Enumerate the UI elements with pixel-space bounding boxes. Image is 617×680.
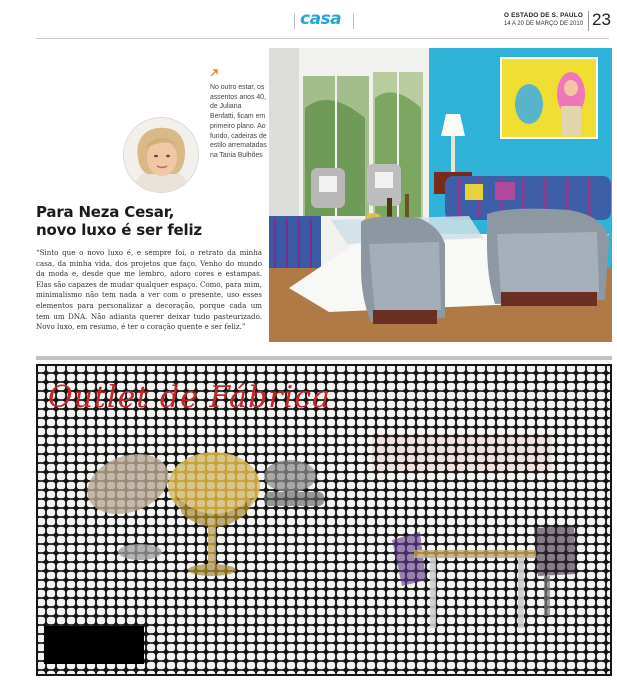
header-divider — [294, 13, 295, 29]
headline-line-2: novo luxo é ser feliz — [36, 221, 202, 239]
section-divider — [36, 356, 612, 360]
arrow-up-right-icon — [210, 68, 219, 77]
header-divider — [353, 13, 354, 29]
page-number-divider — [588, 11, 589, 31]
author-portrait — [124, 118, 198, 192]
living-room-illustration — [269, 48, 612, 342]
page-header — [0, 0, 617, 40]
newspaper-name: O ESTADO DE S. PAULO — [503, 12, 583, 19]
headline-line-1: Para Neza Cesar, — [36, 203, 175, 221]
living-room-photo — [269, 48, 612, 342]
ad-brand-box — [44, 626, 144, 664]
page-number: 23 — [592, 10, 611, 29]
ad-title: Outlet de Fábrica — [48, 380, 331, 415]
article-headline — [36, 203, 266, 239]
section-logo: casa — [300, 9, 342, 29]
outlet-advertisement — [36, 364, 612, 676]
issue-dates: 14 A 20 DE MARÇO DE 2010 — [503, 21, 583, 27]
portrait-illustration — [124, 118, 198, 192]
header-rule — [36, 38, 609, 39]
photo-caption: No outro estar, os assentos anos 40, de Juliana Benfatti, ficam em primeiro plano. Ao fundo, cadeiras de estilo arrematadas na Tania Bulhões — [210, 84, 267, 159]
article-body: “Sinto que o novo luxo é, e sempre foi, o retrato da minha casa, da minha vida, dos projetos que faço. Venho do mundo da moda e, desde que me lembro, adoro cores e estampas. Elas são capazes de mudar qualquer espaço. Como, para mim, minimalismo não tem nada a ver com o presente, uso esses elementos para personalizar a decoração, porque cada um tem um DNA. Não adianta querer deixar tudo pasteurizado. Novo luxo, em resumo, é ter o coração quente e ser feliz.” — [36, 248, 262, 332]
